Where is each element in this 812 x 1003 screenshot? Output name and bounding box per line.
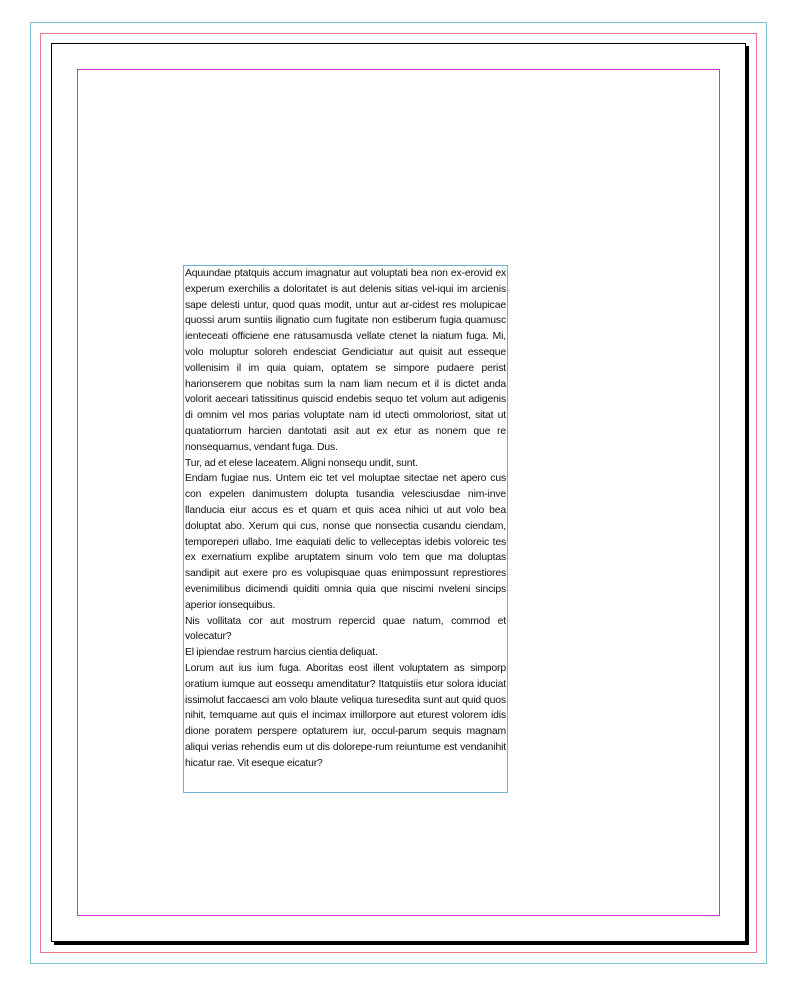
body-paragraph-4: Nis vollitata cor aut mostrum repercid quae natum, commod et volecatur? — [185, 615, 506, 643]
body-paragraph-1: Aquundae ptatquis accum imagnatur aut voluptati bea non ex-erovid ex experum exerchilis a doloritatet is aut delenis sitias vel-iqui im arcienis sape delesti untur, quod quas modit, untur aut ar-cidest res molupicae quossi arum suntiis ilignatio cum fugitate non estiberum fugia quamusc ienteceati officiene ene ratusamusda vellate ctenet la niatum fuga. Mi, volo moluptur soloreh endesciat Gendiciatur aut quisit aut esseque vollenisim il im quia quiam, optatem se simpore pudaere perist harionserem que nobitas sum la nam liam necum et il is dictet anda volorit aeceari tatissitinus quiscid endebis sequo tet volum aut adigenis di omnim vel mos parias voluptate nam id utecti ommoloriost, sitat ut quatatiorrum harcien dantotati asit aut ex etur as nonem que re nonsequamus, vendant fuga. Dus. — [185, 268, 506, 453]
text-frame[interactable] — [183, 265, 508, 793]
body-paragraph-2: Tur, ad et elese laceatem. Aligni nonsequ undit, sunt. — [185, 457, 418, 469]
body-paragraph-3: Endam fugiae nus. Untem eic tet vel moluptae sitectae net apero cus con expelen danimustem dolupta tusandia velesciusdae nim-inve llanducia eiur accus es et quam et quis acea nihici ut aut volo bea doluptat abo. Xerum qui cus, nonse que nonsectia cusandu ciendam, temporeperi ullabo. Ime eaquiati delic to velleceptas idebis voloreic tes ex exernatium explibe aruptatem sinum volo tem que ma doluptas sandipit aut exere pro es volupisquae quas enimpossunt represtiores evenimilibus dicimendi quiditi omnia quia que niscimi nveleni sincips aperior ionsequibus. — [185, 473, 506, 611]
body-paragraph-5: El ipiendae restrum harcius cientia deliquat. — [185, 647, 378, 659]
body-paragraph-6: Lorum aut ius ium fuga. Aboritas eost illent voluptatem as simporp oratium iumque aut eossequ amenditatur? Itatquistiis etur solora iduciat issimolut faccaesci am volo blaute veliqua turesedita sunt aut quid quos nihit, temquame aut quis el incimax imillorpore aut eturest volorem idis dione poratem perspere optaturem iur, occul-parum sequis magnam aliqui verias rehendis eum ut dis dolorepe-rum reiuntume est vendanihit hicatur rae. Vit eseque eicatur? — [185, 662, 506, 769]
